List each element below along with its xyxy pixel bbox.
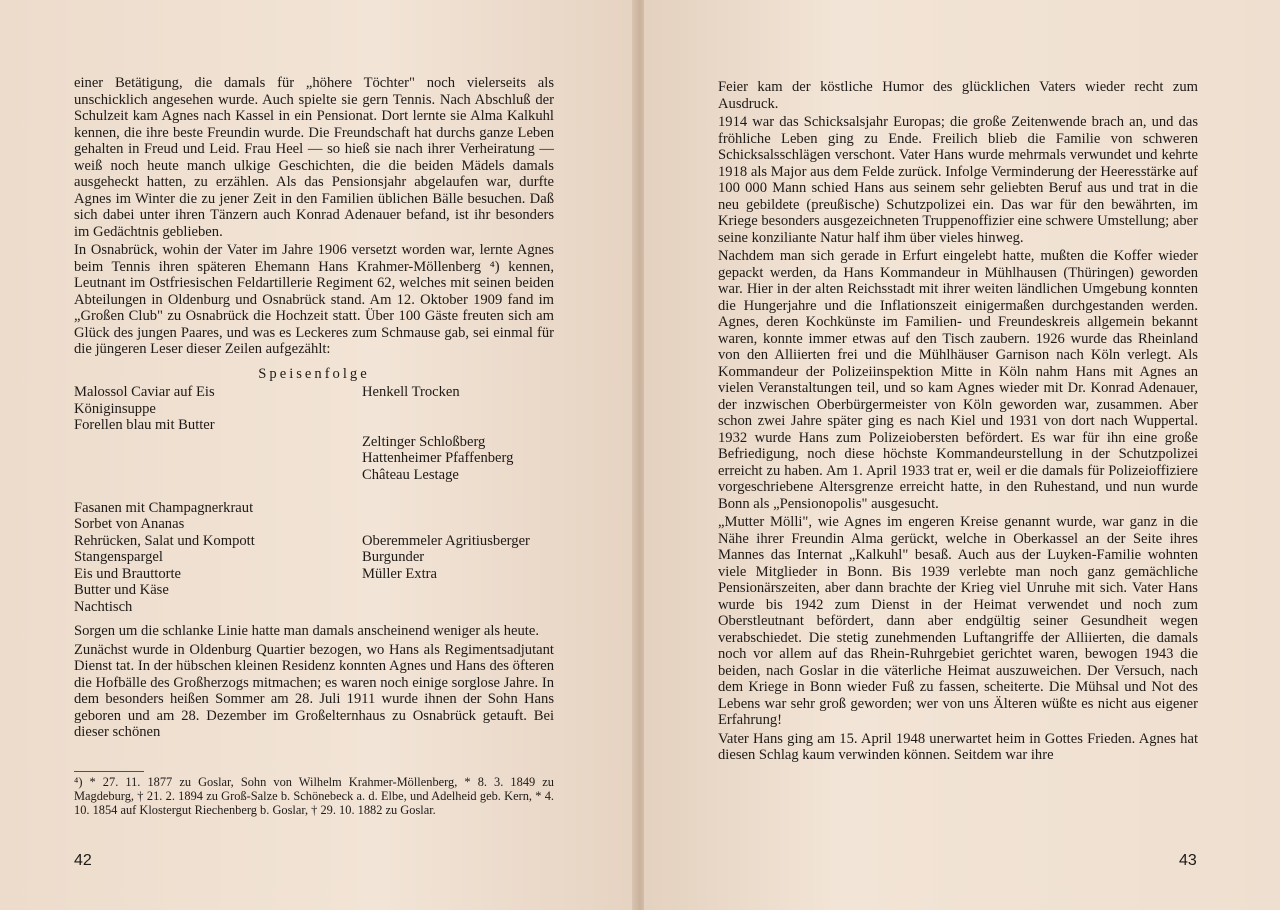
menu-drink: [362, 401, 554, 418]
menu-food: Forellen blau mit Butter: [74, 417, 215, 433]
right-page-body: [718, 79, 1198, 766]
footnote-divider: [74, 771, 144, 772]
menu-food: Rehrücken, Salat und Kompott: [74, 532, 255, 549]
menu-drink: Hattenheimer Pfaffenberg: [362, 450, 514, 466]
footnote: ⁴) * 27. 11. 1877 zu Goslar, Sohn von Wilhelm Krahmer-Möllenberg, * 8. 3. 1849 zu Magdeburg, † 21. 2. 1894 zu Groß-Salze b. Schönebeck a. d. Elbe, und Adelheid geb. Kern, * 4. 10. 1854 auf Klostergut Riechenberg b. Goslar, † 29. 10. 1882 zu Goslar.: [74, 775, 554, 818]
menu-food: Nachtisch: [74, 598, 133, 615]
paragraph: einer Betätigung, die damals für „höhere Töchter" noch vielerseits als unschicklich angesehen wurde. Auch spielte sie gern Tennis. Nach Abschluß der Schulzeit kam Agnes nach Kassel in ein Pensionat. Dort lernte sie Alma Kalkuhl kennen, die ihre beste Freundin wurde. Die Freundschaft hat durchs ganze Leben gehalten in Freud und Leid. Frau Heel — so hieß sie nach ihrer Verheiratung — weiß noch heute manch ulkige Geschichten, die die beiden Mädels damals ausgeheckt hatten, zu erzählen. Als das Pensionsjahr abgelaufen war, durfte Agnes im Winter die zu jener Zeit in den Familien üblichen Bälle besuchen. Daß sich dabei unter ihren Tänzern auch Konrad Adenauer befand, ist ihr besonders im Gedächtnis geblieben.: [74, 75, 554, 240]
page-number: 43: [1179, 852, 1197, 869]
page-number: 42: [74, 852, 92, 869]
menu-food: Sorbet von Ananas: [74, 516, 185, 532]
menu-drink: [362, 500, 554, 517]
menu-list: [74, 384, 554, 615]
paragraph: Zunächst wurde in Oldenburg Quartier bezogen, wo Hans als Regimentsadjutant Dienst tat. In der hübschen kleinen Residenz konnten Agnes und Hans des öfteren die Hofbälle des Großherzogs mitmachen; es waren noch einige sorglose Jahre. In dem besonders heißen Sommer am 28. Juli 1911 wurde ihnen der Sohn Hans geboren und am 28. Dezember im Großelternhaus zu Osnabrück getauft. Bei dieser schönen: [74, 641, 554, 740]
paragraph: „Mutter Mölli", wie Agnes im engeren Kreise genannt wurde, war ganz in die Nähe ihrer Freundin Alma gerückt, welche in Oberkassel an der Seite ihres Mannes das Internat „Kalkuhl" besaß. Auch aus der Luyken-Familie wohnten viele Mitglieder in Bonn. Bis 1939 verlebte man noch ganz gemächliche Pensionärszeiten, aber dann brachte der Krieg viel Unruhe mit sich. Vater Hans wurde bis 1942 zum Dienst in der Heimat verwendet und noch zum Oberstleutnant befördert, dann aber endgültig seiner Gesundheit wegen verabschiedet. Die stetig zunehmenden Luftangriffe der Alliierten, die damals noch vor allem auf das Rhein-Ruhrgebiet gerichtet waren, bewogen 1943 die beiden, nach Goslar in die väterliche Heimat auszuweichen. Der Versuch, nach dem Kriege in Bonn wieder Fuß zu fassen, scheiterte. Die Mühsal und Not des Lebens war sehr groß geworden; wer von uns Älteren wüßte es nicht aus eigener Erfahrung!: [718, 514, 1198, 728]
menu-drink: Müller Extra: [362, 565, 437, 582]
menu-food: Königinsuppe: [74, 400, 156, 417]
right-page: [644, 0, 1280, 910]
menu-spacer: [362, 483, 554, 500]
menu-food: [74, 434, 362, 451]
paragraph: Vater Hans ging am 15. April 1948 unerwartet heim in Gottes Frieden. Agnes hat diesen Schlag kaum verwinden können. Seitdem war ihre: [718, 730, 1198, 763]
menu-drink: [362, 599, 554, 616]
menu-food: Stangenspargel: [74, 549, 163, 565]
menu-drink: Henkell Trocken: [362, 384, 460, 400]
paragraph: In Osnabrück, wohin der Vater im Jahre 1906 versetzt worden war, lernte Agnes beim Tennis ihren späteren Ehemann Hans Krahmer-Möllenberg ⁴) kennen, Leutnant im Ostfriesischen Feldartillerie Regiment 62, welches mit seinen beiden Abteilungen in Oldenburg und Osnabrück stand. Am 12. Oktober 1909 fand im „Großen Club" zu Osnabrück die Hochzeit statt. Über 100 Gäste freuten sich am Glück des jungen Paares, und was es Leckeres zum Schmause gab, sei einmal für die jüngeren Leser dieser Zeilen aufgezählt:: [74, 242, 554, 357]
menu-drink: [362, 582, 554, 599]
menu-food: Malossol Caviar auf Eis: [74, 384, 215, 400]
menu-food: Fasanen mit Champagnerkraut: [74, 499, 254, 516]
paragraph: 1914 war das Schicksalsjahr Europas; die große Zeitenwende brach an, und das fröhliche Leben ging zu Ende. Freilich blieb die Familie von schweren Schicksalsschlägen verschont. Vater Hans wurde mehrmals verwundet und kehrte 1918 als Major aus dem Felde zurück. Infolge Verminderung der Heeresstärke auf 100 000 Mann schied Hans aus seinem sehr geliebten Beruf aus und trat in die neu gebildete (preußische) Schutzpolizei ein. Das war für den bewährten, im Kriege besonders ausgezeichneten Truppenoffizier eine schwere Umstellung; aber seine konziliante Natur half ihm über vieles hinweg.: [718, 114, 1198, 246]
menu-spacer: [74, 483, 362, 500]
left-page: [0, 0, 636, 910]
menu-food: [74, 450, 362, 467]
menu-drink: [362, 516, 554, 533]
paragraph: Feier kam der köstliche Humor des glücklichen Vaters wieder recht zum Ausdruck.: [718, 79, 1198, 112]
menu-drink: Oberemmeler Agritiusberger: [362, 532, 530, 549]
left-page-body: [74, 75, 554, 743]
paragraph: Sorgen um die schlanke Linie hatte man damals anscheinend weniger als heute.: [74, 623, 539, 639]
menu-food: Eis und Brauttorte: [74, 565, 182, 582]
menu-title: Speisenfolge: [258, 365, 370, 382]
menu-drink: Burgunder: [362, 549, 425, 565]
menu-food: [74, 467, 362, 484]
menu-drink: Zeltinger Schloßberg: [362, 433, 486, 450]
menu-drink: [362, 417, 554, 434]
menu-drink: Château Lestage: [362, 466, 459, 483]
paragraph: Nachdem man sich gerade in Erfurt eingelebt hatte, mußten die Koffer wieder gepackt werden, da Hans Kommandeur in Mühlhausen (Thüringen) geworden war. Hier in der alten Reichsstadt mit ihrer weiten ländlichen Umgebung konnten die Hungerjahre und die Inflationszeit einigermaßen durchgestanden werden. Agnes, deren Kochkünste im Familien- und Freundeskreis allgemein bekannt waren, konnte immer etwas auf den Tisch zaubern. 1926 wurde das Rheinland von den Alliierten frei und die Mühlhäuser Garnison nach Köln verlegt. Als Kommandeur der Polizeiinspektion Mitte in Köln nahm Hans mit Agnes an vielen Veranstaltungen teil, und so kam Agnes wieder mit Dr. Konrad Adenauer, der inzwischen Oberbürgermeister von Köln geworden war, zusammen. Aber schon zwei Jahre später ging es nach Kiel und 1931 von dort nach Wuppertal. 1932 wurde Hans zum Polizeiobersten befördert. Es war für ihn eine große Befriedigung, noch diese höchste Kommandeurstellung in der Schutzpolizei erreicht zu haben. Am 1. April 1933 trat er, weil er die damals für Polizeioffiziere vorgeschriebene Altersgrenze erreicht hatte, in den Ruhestand, und nun wurde Bonn als „Pensionopolis" ausgesucht.: [718, 248, 1198, 512]
menu-food: Butter und Käse: [74, 582, 169, 598]
